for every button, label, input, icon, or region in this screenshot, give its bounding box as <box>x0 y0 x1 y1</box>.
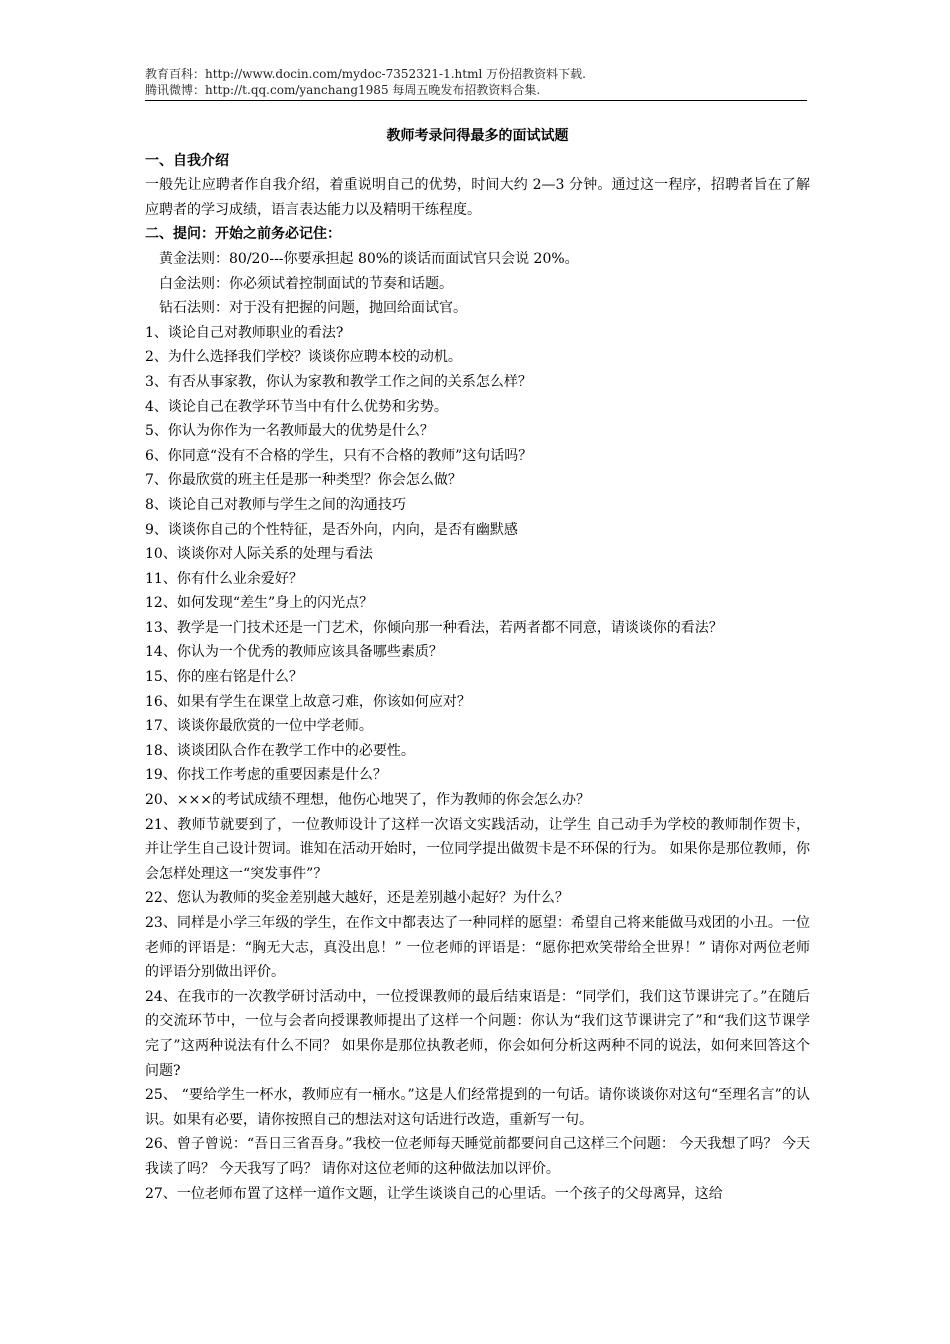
question-item: 20、×××的考试成绩不理想，他伤心地哭了，作为教师的你会怎么办？ <box>145 792 591 809</box>
question-item: 4、谈论自己在教学环节当中有什么优势和劣势。 <box>145 398 448 415</box>
header-line-2: 腾讯微博：http://t.qq.com/yanchang1985 每周五晚发布招教资料合集. <box>145 83 541 97</box>
question-item: 25、 “要给学生一杯水，教师应有一桶水。”这是人们经常提到的一句话。请你谈谈你对这句“至理名言”的认识。如果有必要，请你按照自己的想法对这句话进行改造，重新写一句。 <box>145 1087 810 1128</box>
question-item: 7、你最欣赏的班主任是那一种类型？你会怎么做？ <box>145 472 462 489</box>
header-line-1: 教育百科：http://www.docin.com/mydoc-7352321-1.html 万份招教资料下载. <box>145 67 586 81</box>
rule-platinum: 白金法则：你必须试着控制面试的节奏和话题。 <box>159 275 453 292</box>
question-item: 18、谈谈团队合作在教学工作中的必要性。 <box>145 742 415 759</box>
question-item: 26、曾子曾说：“吾日三省吾身。”我校一位老师每天睡觉前都要问自己这样三个问题： 今天我想了吗？ 今天我读了吗？ 今天我写了吗？ 请你对这位老师的这种做法加以评价。 <box>145 1136 810 1177</box>
question-list <box>145 321 810 1206</box>
document-title: 教师考录问得最多的面试试题 <box>386 128 569 144</box>
question-item: 15、你的座右铭是什么？ <box>145 669 303 686</box>
section-heading-2: 二、提问：开始之前务必记住： <box>145 226 341 243</box>
question-item: 2、为什么选择我们学校？谈谈你应聘本校的动机。 <box>145 349 462 366</box>
question-item: 16、如果有学生在课堂上故意刁难，你该如何应对？ <box>145 693 471 710</box>
page-header <box>145 66 807 101</box>
question-item: 10、谈谈你对人际关系的处理与看法 <box>145 546 373 563</box>
question-item: 8、谈论自己对教师与学生之间的沟通技巧 <box>145 496 406 513</box>
question-item: 9、谈谈你自己的个性特征，是否外向，内向，是否有幽默感 <box>145 521 518 538</box>
question-item: 6、你同意“没有不合格的学生，只有不合格的教师”这句话吗？ <box>145 447 533 464</box>
section-heading-1: 一、自我介绍 <box>145 152 229 169</box>
question-item: 23、同样是小学三年级的学生，在作文中都表达了一种同样的愿望：希望自己将来能做马戏团的小丑。一位老师的评语是：“胸无大志，真没出息！” 一位老师的评语是：“愿你把欢笑带给全世界！” 请你对两位老师的评语分别做出评价。 <box>145 915 810 981</box>
question-item: 22、您认为教师的奖金差别越大越好，还是差别越小起好？为什么？ <box>145 890 569 907</box>
question-item: 3、有否从事家教，你认为家教和教学工作之间的关系怎么样？ <box>145 373 532 390</box>
question-item: 24、在我市的一次教学研讨活动中，一位授课教师的最后结束语是：“同学们，我们这节课讲完了。”在随后的交流环节中，一位与会者向授课教师提出了这样一个问题：你认为“我们这节课讲完了”和“我们这节课学完了”这两种说法有什么不同？ 如果你是那位执教老师，你会如何分析这两种不同的说法，如何来回答这个问题? <box>145 988 810 1079</box>
question-item: 17、谈谈你最欣赏的一位中学老师。 <box>145 718 373 735</box>
question-item: 19、你找工作考虑的重要因素是什么？ <box>145 767 387 784</box>
question-item: 12、如何发现“差生”身上的闪光点？ <box>145 595 374 612</box>
question-item: 27、一位老师布置了这样一道作文题，让学生谈谈自己的心里话。一个孩子的父母离异，这给 <box>145 1185 723 1202</box>
question-item: 5、你认为你作为一名教师最大的优势是什么？ <box>145 423 434 440</box>
question-item: 1、谈论自己对教师职业的看法? <box>145 324 344 341</box>
question-item: 13、教学是一门技术还是一门艺术，你倾向那一种看法，若两者都不同意，请谈谈你的看法？ <box>145 619 723 636</box>
question-item: 14、你认为一个优秀的教师应该具备哪些素质？ <box>145 644 443 661</box>
question-item: 11、你有什么业余爱好？ <box>145 570 303 587</box>
document-body <box>145 124 810 1206</box>
section-paragraph-1: 一般先让应聘者作自我介绍，着重说明自己的优势，时间大约 2—3 分钟。通过这一程序，招聘者旨在了解应聘者的学习成绩，语言表达能力以及精明干练程度。 <box>145 177 810 218</box>
question-item: 21、教师节就要到了，一位教师设计了这样一次语文实践活动，让学生 自己动手为学校的教师制作贺卡，并让学生自己设计贺词。谁知在活动开始时，一位同学提出做贺卡是不环保的行为。 如果你是那位教师，你会怎样处理这一“突发事件”？ <box>145 816 810 882</box>
rule-gold: 黄金法则：80/20---你要承担起 80%的谈话而面试官只会说 20%。 <box>159 250 579 267</box>
rule-diamond: 钻石法则：对于没有把握的问题，抛回给面试官。 <box>159 300 467 317</box>
